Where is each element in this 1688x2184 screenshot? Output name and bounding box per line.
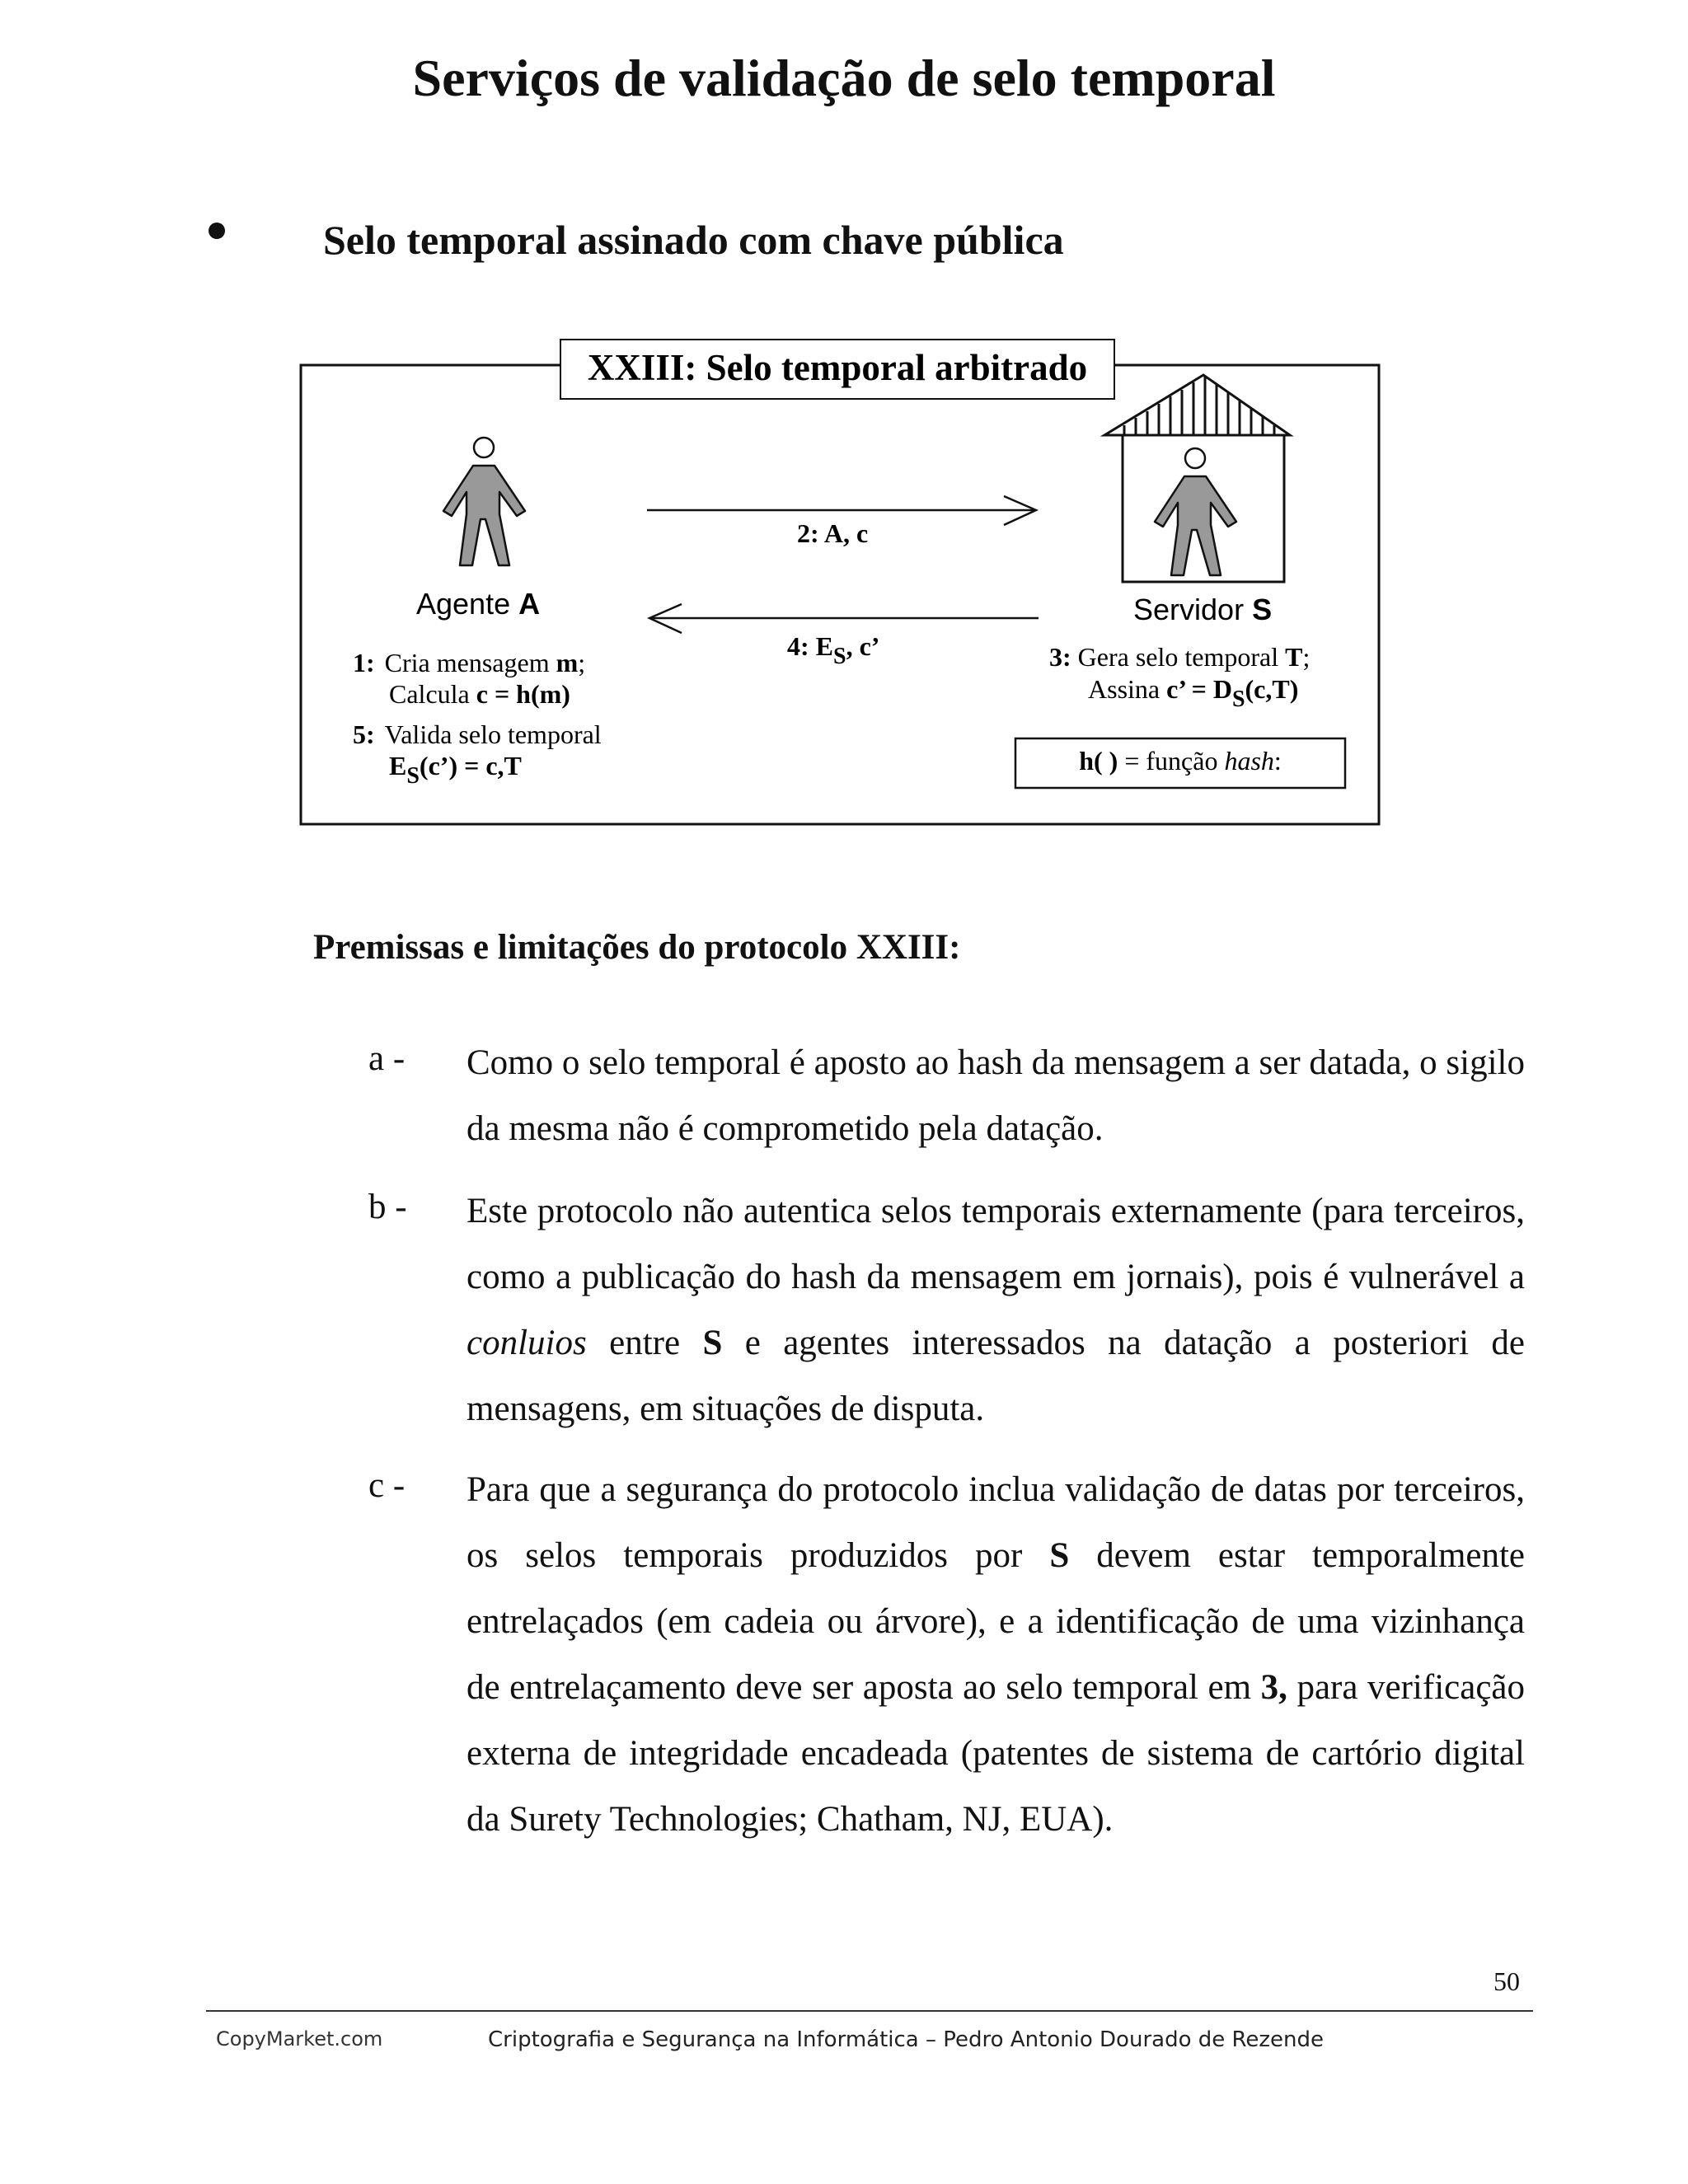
page-title: Serviços de validação de selo temporal bbox=[412, 49, 1276, 107]
arrow-bottom-label: 4: ES, c’ bbox=[787, 631, 880, 669]
footer-book-title: Criptografia e Segurança na Informática – Pedro Antonio Dourado de Rezende bbox=[488, 2027, 1325, 2052]
step3-line2: Assina c’ = DS(c,T) bbox=[1088, 674, 1299, 712]
arrow-server-to-agent bbox=[649, 604, 1039, 633]
agent-figure-icon bbox=[443, 438, 525, 565]
arrow-top-label: 2: A, c bbox=[797, 518, 869, 548]
server-label: Servidor S bbox=[1133, 593, 1273, 626]
agent-label: Agente A bbox=[416, 587, 541, 621]
step5-line1: 5: Valida selo temporal bbox=[353, 719, 602, 749]
hash-definition: h( ) = função hash: bbox=[1079, 746, 1282, 776]
item-a-letter: a - bbox=[368, 1039, 406, 1078]
item-c-text: Para que a segurança do protocolo inclua validação de datas por terceiros, os selos temporais produzidos por S devem estar temporalmente entrelaçados (em cadeia ou árvore), e a identificação de uma vizinhança de entrelaçamento deve ser aposta ao selo temporal em 3, para verificação externa de integridade encadeada (patentes de sistema de cartório digital da Surety Technologies; Chatham, NJ, EUA). bbox=[467, 1470, 1526, 1839]
footer-divider bbox=[206, 2010, 1533, 2012]
footer-publisher: CopyMarket.com bbox=[216, 2027, 383, 2050]
item-c-letter: c - bbox=[368, 1466, 406, 1505]
step1-line1: 1: Cria mensagem m; bbox=[353, 648, 586, 677]
item-a-text: Como o selo temporal é aposto ao hash da mensagem a ser datada, o sigilo da mesma não é comprometido pela datação. bbox=[467, 1043, 1525, 1148]
protocol-diagram bbox=[0, 0, 1688, 841]
item-b-text: Este protocolo não autentica selos temporais externamente (para terceiros, como a publicação do hash da mensagem em jornais), pois é vulnerável a conluios entre S e agentes interessados na datação a posteriori de mensagens, em situações de disputa. bbox=[467, 1192, 1525, 1428]
page-number: 50 bbox=[1493, 1966, 1520, 1996]
item-b-letter: b - bbox=[368, 1188, 407, 1226]
diagram-title: XXIII: Selo temporal arbitrado bbox=[587, 347, 1088, 388]
step3-line1: 3: Gera selo temporal T; bbox=[1049, 642, 1311, 672]
premissas-heading: Premissas e limitações do protocolo XXIII: bbox=[313, 928, 961, 967]
step1-line2: Calcula c = h(m) bbox=[389, 679, 570, 709]
section-heading: Selo temporal assinado com chave pública bbox=[323, 217, 1064, 263]
step5-line2: ES(c’) = c,T bbox=[389, 751, 522, 789]
